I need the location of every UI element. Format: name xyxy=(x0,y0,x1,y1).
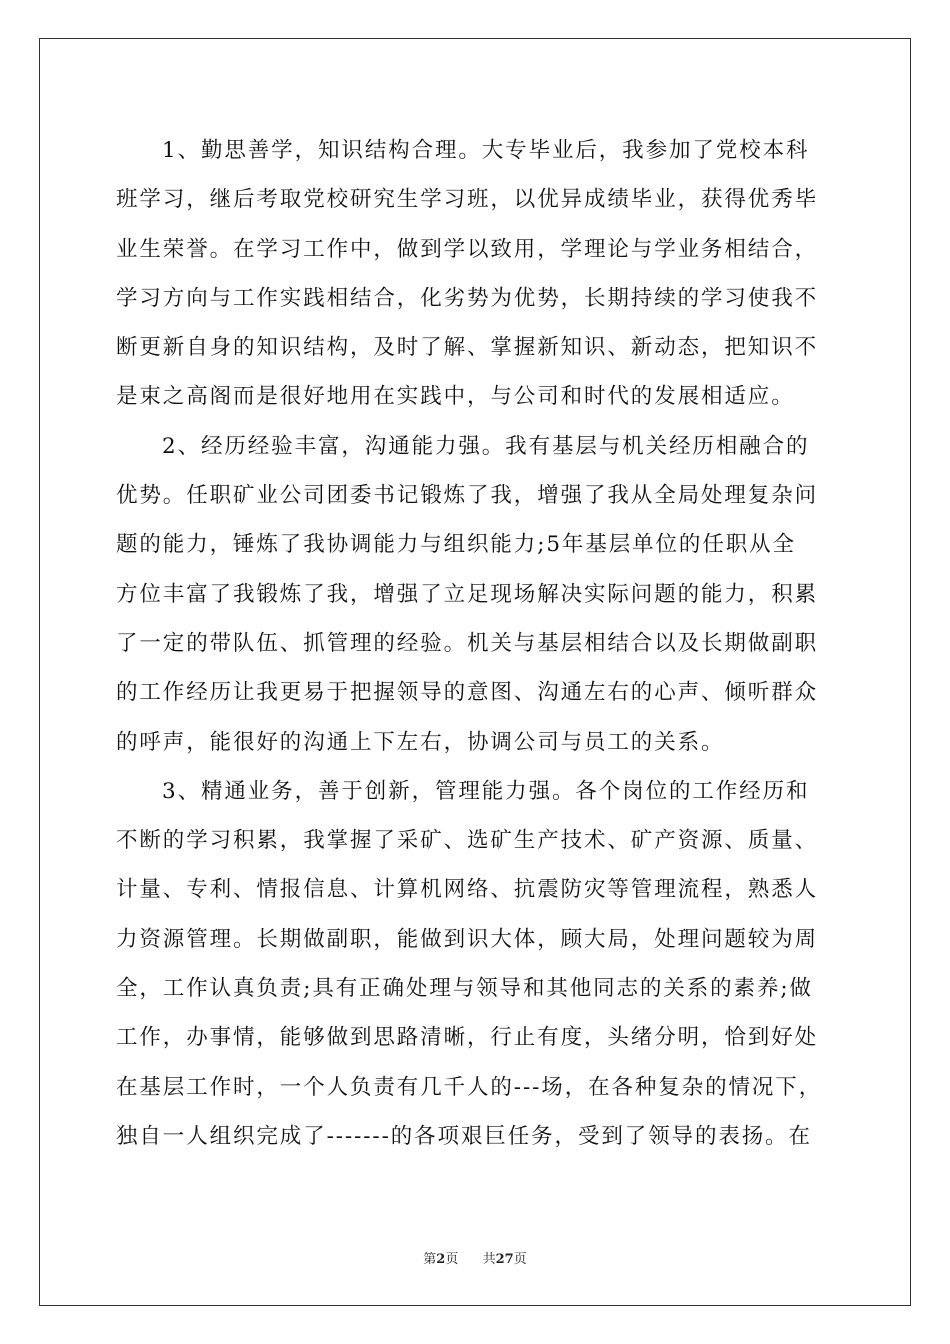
paragraph-2-line-5: 了一定的带队伍、抓管理的经验。机关与基层相结合以及长期做副职 xyxy=(116,630,819,656)
page-suffix: 页 xyxy=(445,1252,459,1267)
paragraph-3-line-7: 在基层工作时，一个人负责有几千人的---场，在各种复杂的情况下， xyxy=(116,1074,823,1100)
page-footer xyxy=(0,1248,950,1267)
paragraph-2-line-4: 方位丰富了我锻炼了我，增强了立足现场解决实际问题的能力，积累 xyxy=(116,581,819,607)
paragraph-1-line-4: 学习方向与工作实践相结合，化劣势为优势，长期持续的学习使我不 xyxy=(116,285,819,311)
paragraph-1-line-1: 1、勤思善学，知识结构合理。大专毕业后，我参加了党校本科 xyxy=(162,138,810,163)
paragraph-2-line-6: 的工作经历让我更易于把握领导的意图、沟通左右的心声、倾听群众 xyxy=(116,680,819,706)
paragraph-3-line-3: 计量、专利、情报信息、计算机网络、抗震防灾等管理流程，熟悉人 xyxy=(116,877,819,903)
paragraph-2-line-2: 优势。任职矿业公司团委书记锻炼了我，增强了我从全局处理复杂问 xyxy=(116,483,819,509)
paragraph-3-line-1: 3、精通业务，善于创新，管理能力强。各个岗位的工作经历和 xyxy=(162,778,810,804)
paragraph-2-line-3: 题的能力，锤炼了我协调能力与组织能力;5年基层单位的任职从全 xyxy=(116,532,796,558)
page-indicator xyxy=(423,1248,458,1267)
paragraph-1-line-6: 是束之高阁而是很好地用在实践中，与公司和时代的发展相适应。 xyxy=(116,384,795,410)
total-suffix: 页 xyxy=(513,1252,527,1267)
paragraph-3-line-8: 独自一人组织完成了-------的各项艰巨任务，受到了领导的表扬。在 xyxy=(116,1123,812,1149)
paragraph-1-line-5: 断更新自身的知识结构，及时了解、掌握新知识、新动态，把知识不 xyxy=(116,335,819,361)
total-pages-indicator xyxy=(483,1248,527,1267)
paragraph-2-line-7: 的呼声，能很好的沟通上下左右，协调公司与员工的关系。 xyxy=(116,729,725,755)
total-prefix: 共 xyxy=(482,1252,496,1267)
paragraph-3-line-6: 工作，办事情，能够做到思路清晰，行止有度，头绪分明，恰到好处 xyxy=(116,1025,819,1051)
page-prefix: 第 xyxy=(423,1252,437,1267)
total-page-count: 27 xyxy=(495,1252,514,1267)
document-body xyxy=(116,126,836,1161)
paragraph-2-line-1: 2、经历经验丰富，沟通能力强。我有基层与机关经历相融合的 xyxy=(162,433,810,459)
paragraph-1-line-2: 班学习，继后考取党校研究生学习班，以优异成绩毕业，获得优秀毕 xyxy=(116,187,819,213)
paragraph-3-line-2: 不断的学习积累，我掌握了采矿、选矿生产技术、矿产资源、质量、 xyxy=(116,828,819,854)
paragraph-3-line-5: 全，工作认真负责;具有正确处理与领导和其他同志的关系的素养;做 xyxy=(116,976,813,1002)
page-number: 2 xyxy=(436,1252,446,1267)
paragraph-3-line-4: 力资源管理。长期做副职，能做到识大体，顾大局，处理问题较为周 xyxy=(116,926,819,952)
paragraph-1-line-3: 业生荣誉。在学习工作中，做到学以致用，学理论与学业务相结合， xyxy=(116,236,819,262)
